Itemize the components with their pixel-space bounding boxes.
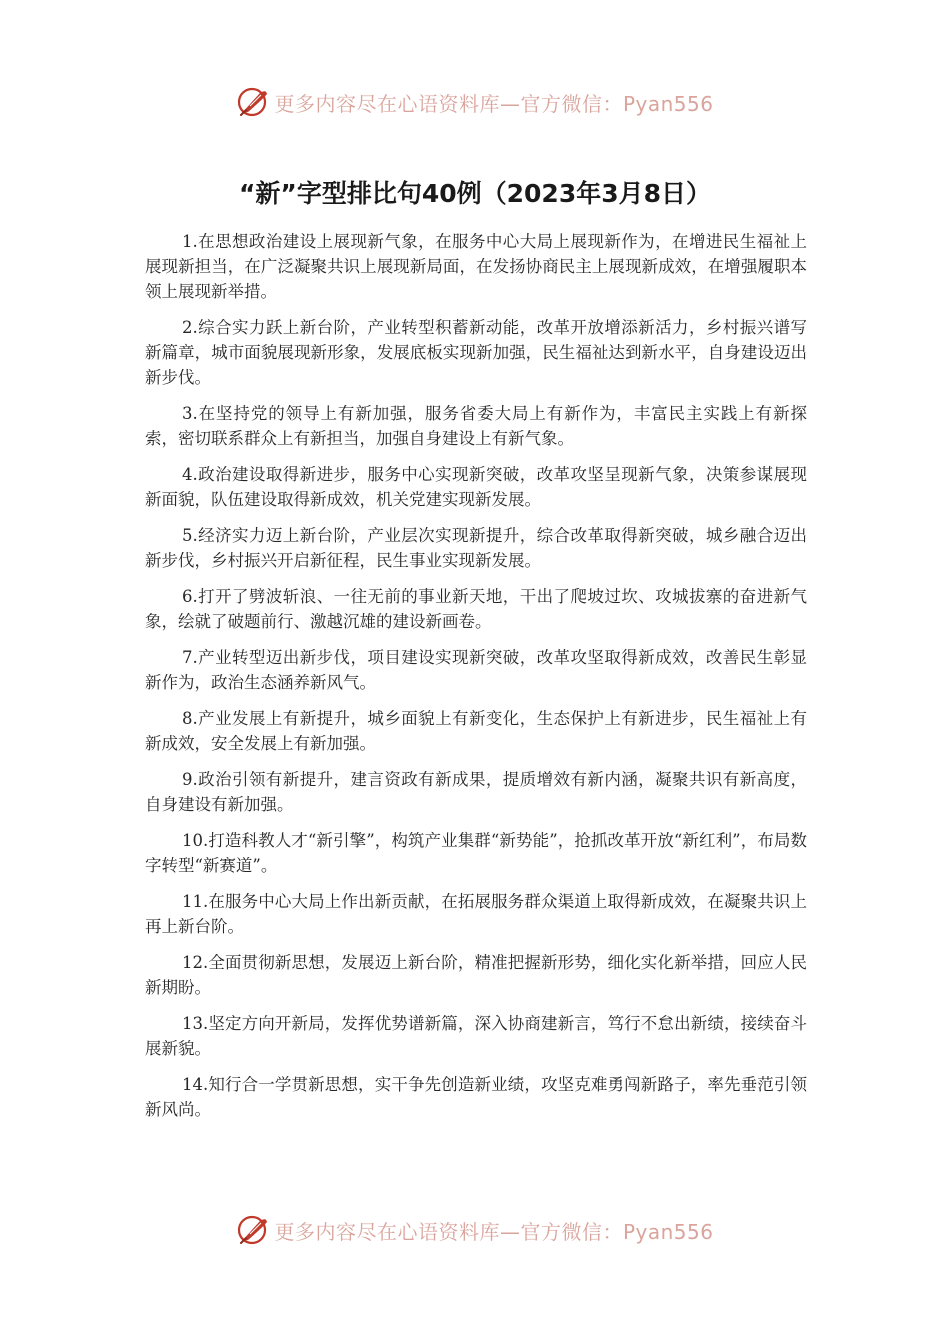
paragraph-10: 10.打造科教人才“新引擎”，构筑产业集群“新势能”，抢抓改革开放“新红利”，布局数字转型“新赛道”。	[145, 831, 807, 875]
paragraph-13: 13.坚定方向开新局，发挥优势谱新篇，深入协商建新言，笃行不怠出新绩，接续奋斗展新貌。	[145, 1014, 807, 1058]
paragraph-9: 9.政治引领有新提升，建言资政有新成果，提质增效有新内涵，凝聚共识有新高度，自身建设有新加强。	[145, 770, 807, 814]
quill-pen-logo-icon	[236, 85, 270, 119]
paragraph-4: 4.政治建设取得新进步，服务中心实现新突破，改革攻坚呈现新气象，决策参谋展现新面貌，队伍建设取得新成效，机关党建实现新发展。	[145, 465, 807, 509]
paragraph-2: 2.综合实力跃上新台阶，产业转型积蓄新动能，改革开放增添新活力，乡村振兴谱写新篇章，城市面貌展现新形象，发展底板实现新加强，民生福祉达到新水平，自身建设迈出新步伐。	[145, 318, 807, 387]
paragraph-3: 3.在坚持党的领导上有新加强，服务省委大局上有新作为，丰富民主实践上有新探索，密切联系群众上有新担当，加强自身建设上有新气象。	[145, 404, 807, 448]
paragraph-7: 7.产业转型迈出新步伐，项目建设实现新突破，改革攻坚取得新成效，改善民生彰显新作为，政治生态涵养新风气。	[145, 648, 807, 692]
page-title: “新”字型排比句40例（2023年3月8日）	[238, 179, 712, 208]
footer-banner	[0, 1212, 950, 1248]
header-banner-text: 更多内容尽在心语资料库—官方微信：Pyan556	[274, 91, 714, 116]
paragraph-1: 1.在思想政治建设上展现新气象，在服务中心大局上展现新作为，在增进民生福祉上展现新担当，在广泛凝聚共识上展现新局面，在发扬协商民主上展现新成效，在增强履职本领上展现新举措。	[145, 232, 807, 301]
paragraph-11: 11.在服务中心大局上作出新贡献，在拓展服务群众渠道上取得新成效，在凝聚共识上再上新台阶。	[145, 892, 807, 936]
paragraph-8: 8.产业发展上有新提升，城乡面貌上有新变化，生态保护上有新进步，民生福祉上有新成效，安全发展上有新加强。	[145, 709, 807, 753]
paragraph-6: 6.打开了劈波斩浪、一往无前的事业新天地，干出了爬坡过坎、攻城拔寨的奋进新气象，绘就了破题前行、激越沉雄的建设新画卷。	[145, 587, 807, 631]
header-banner	[0, 84, 950, 120]
paragraph-5: 5.经济实力迈上新台阶，产业层次实现新提升，综合改革取得新突破，城乡融合迈出新步伐，乡村振兴开启新征程，民生事业实现新发展。	[145, 526, 807, 570]
quill-pen-logo-icon	[236, 1213, 270, 1247]
document-body	[145, 229, 807, 1133]
paragraph-12: 12.全面贯彻新思想，发展迈上新台阶，精准把握新形势，细化实化新举措，回应人民新期盼。	[145, 953, 807, 997]
paragraph-14: 14.知行合一学贯新思想，实干争先创造新业绩，攻坚克难勇闯新路子，率先垂范引领新风尚。	[145, 1075, 807, 1119]
footer-banner-text: 更多内容尽在心语资料库—官方微信：Pyan556	[274, 1219, 714, 1244]
